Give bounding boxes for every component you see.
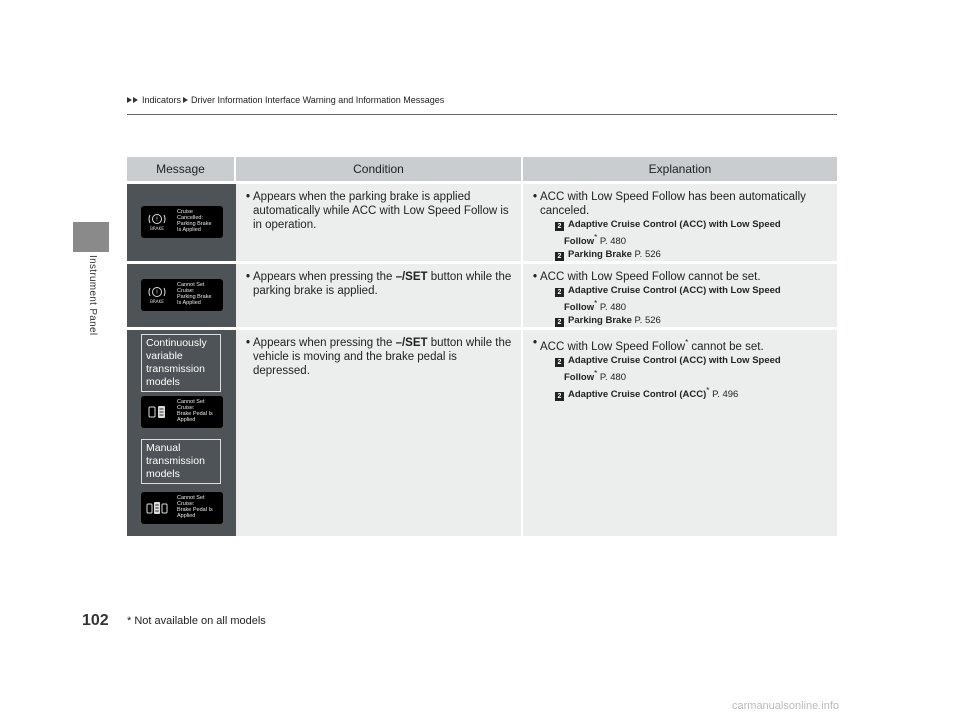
header-rule: [127, 114, 837, 115]
svg-text:BRAKE: BRAKE: [150, 226, 164, 231]
reference-arrow-icon: 2: [555, 392, 564, 401]
svg-text:!: !: [155, 216, 159, 224]
cross-reference-link[interactable]: 2 Adaptive Cruise Control (ACC) with Low Speed: [555, 354, 831, 367]
explanation-text: ACC with Low Speed Follow* cannot be set.: [540, 338, 764, 353]
svg-text:BRAKE: BRAKE: [150, 299, 164, 304]
footnote: * Not available on all models: [127, 615, 266, 627]
chapter-tab: [73, 222, 109, 252]
brake-clutch-pedal-icon: [146, 499, 168, 517]
condition-cell: • Appears when the parking brake is applied automatically while ACC with Low Speed Follow is in operation.: [236, 184, 523, 261]
display-text: Cannot Set Cruise: Brake Pedal Is Applied: [177, 399, 213, 423]
watermark: carmanualsonline.info: [732, 700, 840, 712]
header-condition: Condition: [236, 157, 523, 181]
manual-models-label: Manual transmission models: [141, 439, 221, 484]
explanation-cell: • ACC with Low Speed Follow cannot be set. 2 Adaptive Cruise Control (ACC) with Low Speed Follow* P. 480 2 Parking Brake P. 526: [523, 264, 837, 327]
explanation-text: ACC with Low Speed Follow has been automatically canceled.: [540, 191, 806, 217]
cross-reference-link[interactable]: 2 Adaptive Cruise Control (ACC) with Low Speed: [555, 284, 831, 297]
chapter-label: Instrument Panel: [87, 255, 98, 336]
breadcrumb-item[interactable]: Indicators: [142, 95, 182, 105]
reference-arrow-icon: 2: [555, 252, 564, 261]
display-text: Cannot Set Cruise: Parking Brake Is Applied: [177, 282, 212, 306]
cross-reference-link[interactable]: Follow* P. 480: [564, 299, 627, 314]
message-cell: [127, 184, 236, 261]
explanation-cell: • ACC with Low Speed Follow has been automatically canceled. 2 Adaptive Cruise Control (ACC) with Low Speed Follow* P. 480 2 Parking Brake P. 526: [523, 184, 837, 261]
reference-arrow-icon: 2: [555, 222, 564, 231]
breadcrumb-arrow-icon: [183, 97, 189, 103]
table-row: [127, 330, 837, 536]
message-display: [141, 492, 223, 524]
message-cell: [127, 264, 236, 327]
cross-reference-link[interactable]: Follow* P. 480: [564, 368, 627, 383]
message-display: [141, 396, 223, 428]
svg-text:!: !: [155, 289, 159, 297]
parking-brake-icon: [146, 213, 168, 231]
explanation-cell: • ACC with Low Speed Follow* cannot be set. 2 Adaptive Cruise Control (ACC) with Low Speed Follow* P. 480 2 Adaptive Cruise Control (ACC)* P. 496: [523, 330, 837, 536]
parking-brake-icon: [146, 286, 168, 304]
table-row: [127, 184, 837, 261]
table-row: [127, 264, 837, 327]
reference-arrow-icon: 2: [555, 288, 564, 297]
cross-reference-link[interactable]: 2 Adaptive Cruise Control (ACC) with Low Speed: [555, 218, 831, 231]
message-cell: [127, 330, 236, 536]
display-text: Cannot Set Cruise: Brake Pedal Is Applied: [177, 495, 213, 519]
condition-cell: • Appears when pressing the –/SET button while the vehicle is moving and the brake pedal is depressed.: [236, 330, 523, 536]
header-message: Message: [127, 157, 236, 181]
message-display: [141, 279, 223, 311]
brake-pedal-icon: [146, 403, 168, 421]
reference-arrow-icon: 2: [555, 318, 564, 327]
condition-text: Appears when pressing the –/SET button while the vehicle is moving and the brake pedal is depressed.: [253, 337, 512, 377]
display-text: Cruise Cancelled: Parking Brake Is Applied: [177, 209, 212, 233]
cross-reference-link[interactable]: 2 Adaptive Cruise Control (ACC)* P. 496: [555, 384, 831, 401]
condition-text: Appears when the parking brake is applied automatically while ACC with Low Speed Follow is in operation.: [253, 191, 509, 231]
reference-arrow-icon: 2: [555, 358, 564, 367]
cvt-models-label: Continuously variable transmission models: [141, 334, 221, 392]
breadcrumb: [127, 95, 444, 105]
cross-reference-link[interactable]: Follow* P. 480: [564, 233, 627, 248]
messages-table: [127, 157, 837, 536]
breadcrumb-arrows-icon: [127, 97, 139, 103]
message-display: [141, 206, 223, 238]
table-header: [127, 157, 837, 181]
breadcrumb-item[interactable]: Driver Information Interface Warning and Information Messages: [191, 95, 445, 105]
cross-reference-link[interactable]: 2 Parking Brake P. 526: [555, 248, 831, 261]
explanation-text: ACC with Low Speed Follow cannot be set.: [540, 271, 761, 283]
cross-reference-link[interactable]: 2 Parking Brake P. 526: [555, 314, 831, 327]
header-explanation: Explanation: [648, 162, 712, 176]
condition-text: Appears when pressing the –/SET button while the parking brake is applied.: [253, 271, 512, 297]
condition-cell: • Appears when pressing the –/SET button while the parking brake is applied.: [236, 264, 523, 327]
page-number: 102: [82, 612, 109, 629]
